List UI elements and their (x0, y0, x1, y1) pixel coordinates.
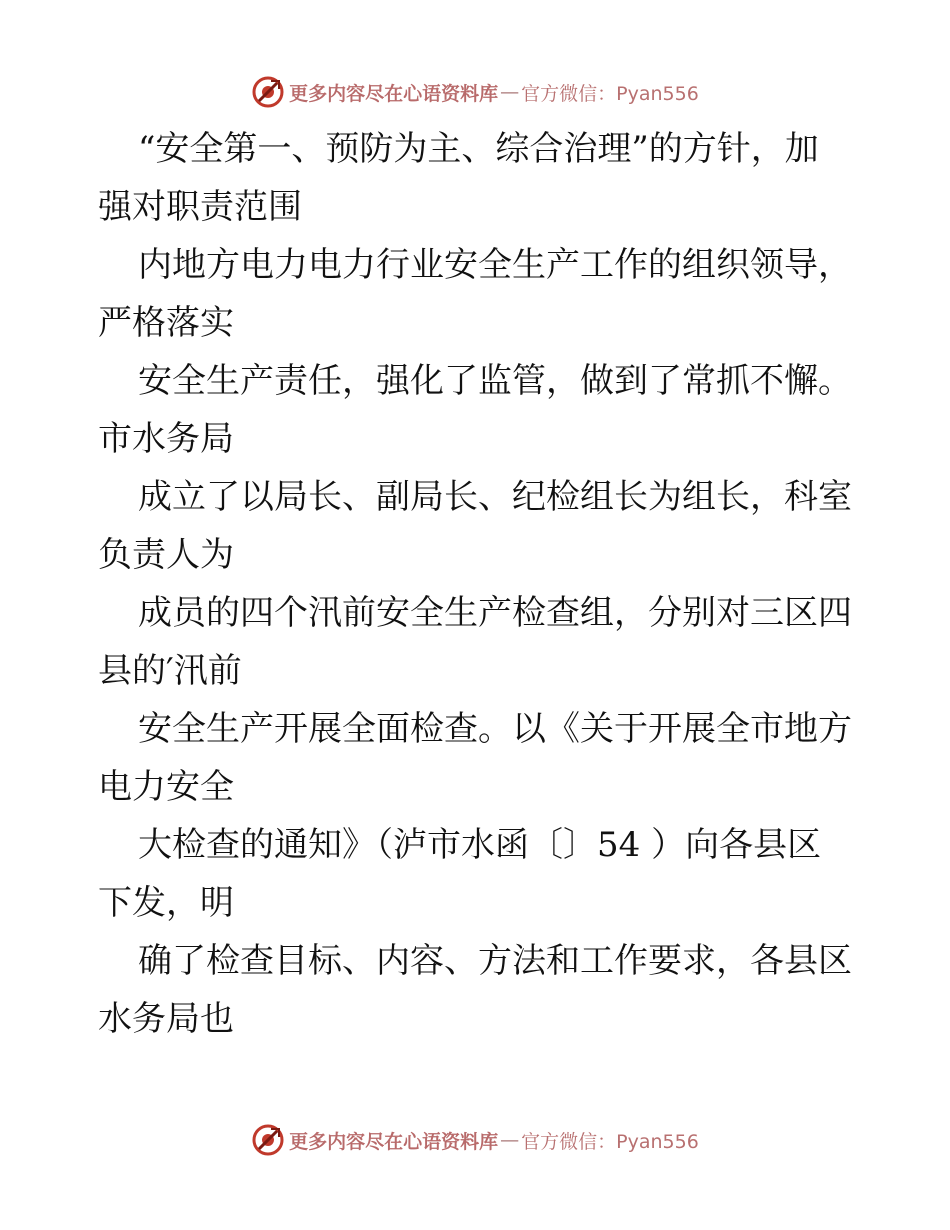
text-line: 成立了以局长、副局长、纪检组长为组长，科室 (138, 477, 852, 517)
header-banner (0, 72, 950, 112)
text-line: 内地方电力电力行业安全生产工作的组织领导， (138, 245, 852, 285)
text-line: 强对职责范围 (98, 187, 302, 227)
brand-logo-icon (251, 1123, 285, 1157)
text-line: 确了检查目标、内容、方法和工作要求，各县区 (138, 941, 852, 981)
text-line: 安全生产责任，强化了监管，做到了常抓不懈。 (138, 361, 852, 401)
text-line: 电力安全 (98, 767, 234, 807)
text-line: 严格落实 (98, 303, 234, 343)
banner-main-text: 更多内容尽在心语资料库 (289, 82, 499, 105)
brand-logo-icon (251, 75, 285, 109)
footer-banner (0, 1120, 950, 1160)
banner-separator: — (500, 1129, 520, 1151)
text-line: 安全生产开展全面检查。以《关于开展全市地方 (138, 709, 852, 749)
text-line: 大检查的通知》（泸市水函〔〕54 ）向各县区 (138, 825, 822, 865)
text-line: 市水务局 (98, 419, 234, 459)
banner-main-text: 更多内容尽在心语资料库 (289, 1130, 499, 1153)
text-line: 水务局也 (98, 999, 234, 1039)
banner-separator: — (500, 81, 520, 103)
text-line: 成员的四个汛前安全生产检查组，分别对三区四 (138, 593, 852, 633)
document-body (98, 120, 858, 1048)
banner-official-text: 官方微信：Pyan556 (521, 82, 699, 105)
text-line: 下发，明 (98, 883, 234, 923)
text-line: 县的′汛前 (98, 651, 242, 691)
banner-official-text: 官方微信：Pyan556 (521, 1130, 699, 1153)
text-line: 负责人为 (98, 535, 234, 575)
text-line: “安全第一、预防为主、综合治理”的方针，加 (138, 129, 819, 169)
